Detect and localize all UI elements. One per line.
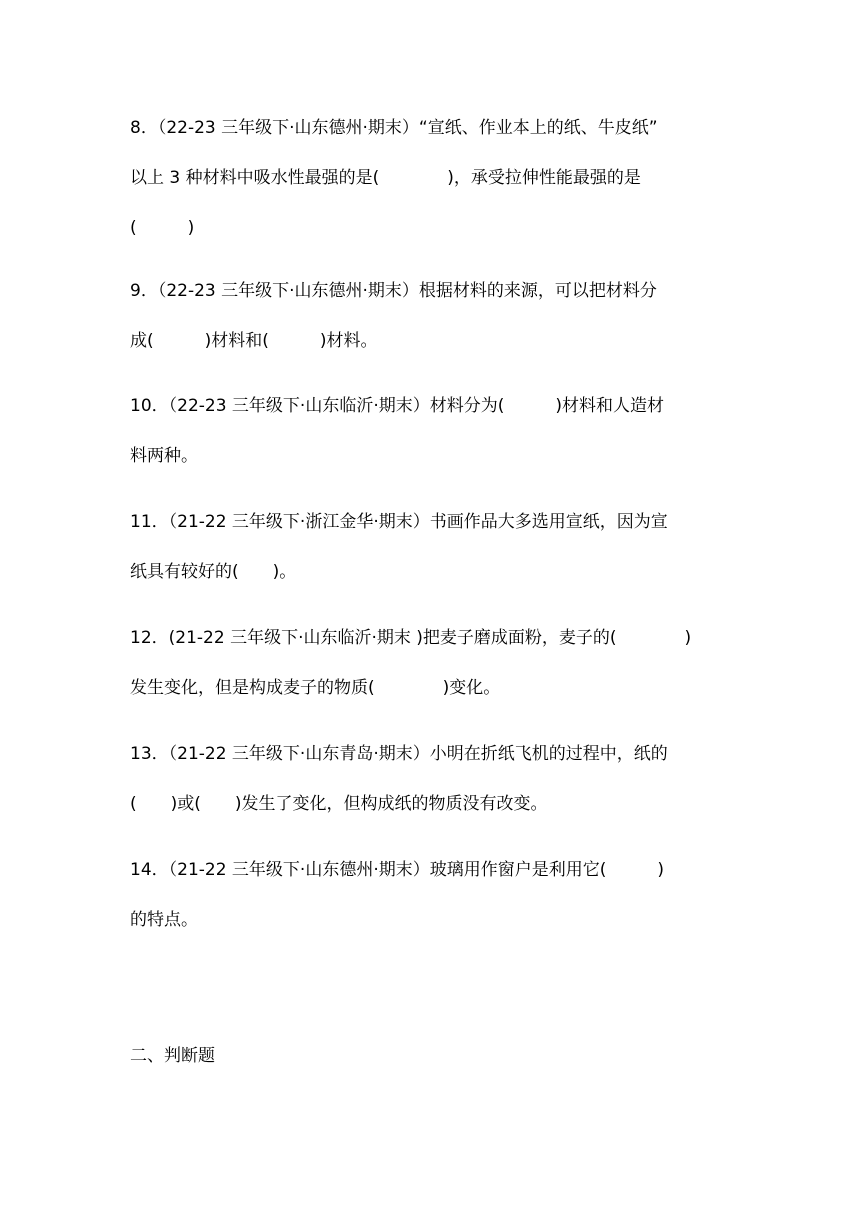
question-11-line-1: 11．（21-22 三年级下·浙江金华·期末）书画作品大多选用宣纸，因为宣 bbox=[130, 512, 668, 532]
question-11 bbox=[130, 497, 730, 597]
question-14-line-1: 14．（21-22 三年级下·山东德州·期末）玻璃用作窗户是利用它( ) bbox=[130, 860, 665, 880]
question-10-line-1: 10．（22-23 三年级下·山东临沂·期末）材料分为( )材料和人造材 bbox=[130, 396, 665, 416]
question-10 bbox=[130, 381, 730, 481]
question-14 bbox=[130, 845, 730, 945]
question-8-line-3: ( ) bbox=[130, 218, 195, 238]
question-8-line-1: 8．（22-23 三年级下·山东德州·期末）“宣纸、作业本上的纸、牛皮纸” bbox=[130, 118, 658, 138]
question-12-line-1: 12．(21-22 三年级下·山东临沂·期末 )把麦子磨成面粉，麦子的( ) bbox=[130, 628, 692, 648]
question-13-line-2: ( )或( )发生了变化，但构成纸的物质没有改变。 bbox=[130, 794, 548, 814]
question-9 bbox=[130, 266, 730, 366]
section-heading: 二、判断题 bbox=[130, 1046, 215, 1066]
question-11-line-2: 纸具有较好的( )。 bbox=[130, 562, 297, 582]
question-14-line-2: 的特点。 bbox=[130, 910, 198, 930]
question-12 bbox=[130, 613, 730, 713]
question-12-line-2: 发生变化，但是构成麦子的物质( )变化。 bbox=[130, 678, 501, 698]
question-9-line-2: 成( )材料和( )材料。 bbox=[130, 331, 378, 351]
question-9-line-1: 9．（22-23 三年级下·山东德州·期末）根据材料的来源，可以把材料分 bbox=[130, 281, 657, 301]
question-8-line-2: 以上 3 种材料中吸水性最强的是( )，承受拉伸性能最强的是 bbox=[130, 168, 641, 188]
question-13 bbox=[130, 729, 730, 829]
question-13-line-1: 13．（21-22 三年级下·山东青岛·期末）小明在折纸飞机的过程中，纸的 bbox=[130, 744, 668, 764]
question-8 bbox=[130, 103, 730, 253]
question-10-line-2: 料两种。 bbox=[130, 446, 198, 466]
